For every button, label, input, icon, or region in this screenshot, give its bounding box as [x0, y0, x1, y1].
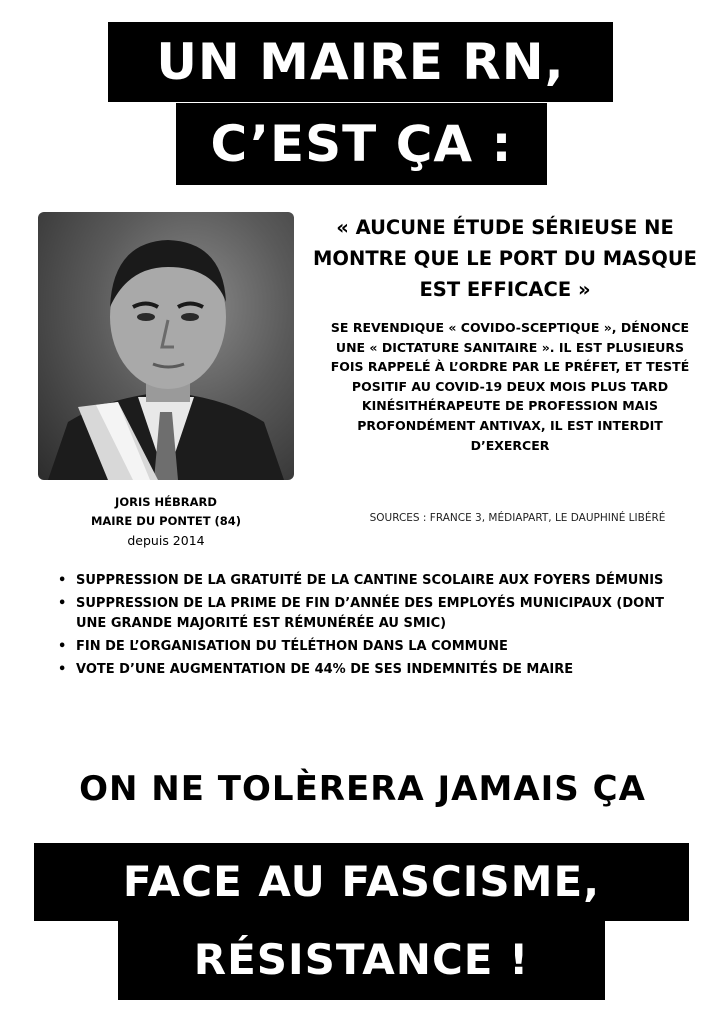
bullet-icon: • — [58, 596, 67, 611]
description-paragraph-2: KINÉSITHÉRAPEUTE DE PROFESSION MAIS PROFONDÉMENT ANTIVAX, IL EST INTERDIT D’EXERCER — [357, 398, 663, 453]
fact-text: SUPPRESSION DE LA GRATUITÉ DE LA CANTINE SCOLAIRE AUX FOYERS DÉMUNIS — [76, 573, 664, 588]
headline-line-2: C’EST ÇA : — [176, 103, 547, 185]
list-item — [58, 594, 698, 634]
list-item — [58, 637, 698, 657]
list-item — [58, 660, 698, 680]
slogan: ON NE TOLÈRERA JAMAIS ÇA — [79, 769, 646, 809]
person-role: MAIRE DU PONTET (84) — [90, 514, 242, 528]
fact-text: VOTE D’UNE AUGMENTATION DE 44% DE SES INDEMNITÉS DE MAIRE — [76, 662, 574, 677]
facts-list — [58, 571, 698, 683]
person-caption — [38, 493, 294, 550]
headline-line-1: UN MAIRE RN, — [108, 22, 613, 102]
bullet-icon: • — [58, 573, 67, 588]
fact-text: SUPPRESSION DE LA PRIME DE FIN D’ANNÉE DES EMPLOYÉS MUNICIPAUX (DONT UNE GRANDE MAJORITÉ EST RÉMUNÉRÉE AU SMIC) — [76, 596, 664, 631]
person-name: JORIS HÉBRARD — [115, 495, 217, 509]
list-item — [58, 571, 698, 591]
person-since: depuis 2014 — [127, 533, 205, 548]
bullet-icon: • — [58, 662, 67, 677]
bullet-icon: • — [58, 639, 67, 654]
closing-line-1: FACE AU FASCISME, — [34, 843, 689, 921]
sources: SOURCES : FRANCE 3, MÉDIAPART, LE DAUPHINÉ LIBÉRÉ — [369, 512, 666, 524]
description-paragraph-1: SE REVENDIQUE « COVIDO-SCEPTIQUE », DÉNONCE UNE « DICTATURE SANITAIRE ». IL EST PLUSIEURS FOIS RAPPELÉ À L’ORDRE PAR LE PRÉFET, ET TESTÉ POSITIF AU COVID-19 DEUX MOIS PLUS TARD — [330, 320, 690, 394]
quote: « AUCUNE ÉTUDE SÉRIEUSE NE MONTRE QUE LE PORT DU MASQUE EST EFFICACE » — [313, 216, 697, 301]
closing-line-2: RÉSISTANCE ! — [118, 920, 605, 1000]
fact-text: FIN DE L’ORGANISATION DU TÉLÉTHON DANS LA COMMUNE — [76, 639, 508, 654]
description — [325, 318, 695, 455]
portrait-photo — [38, 212, 294, 480]
